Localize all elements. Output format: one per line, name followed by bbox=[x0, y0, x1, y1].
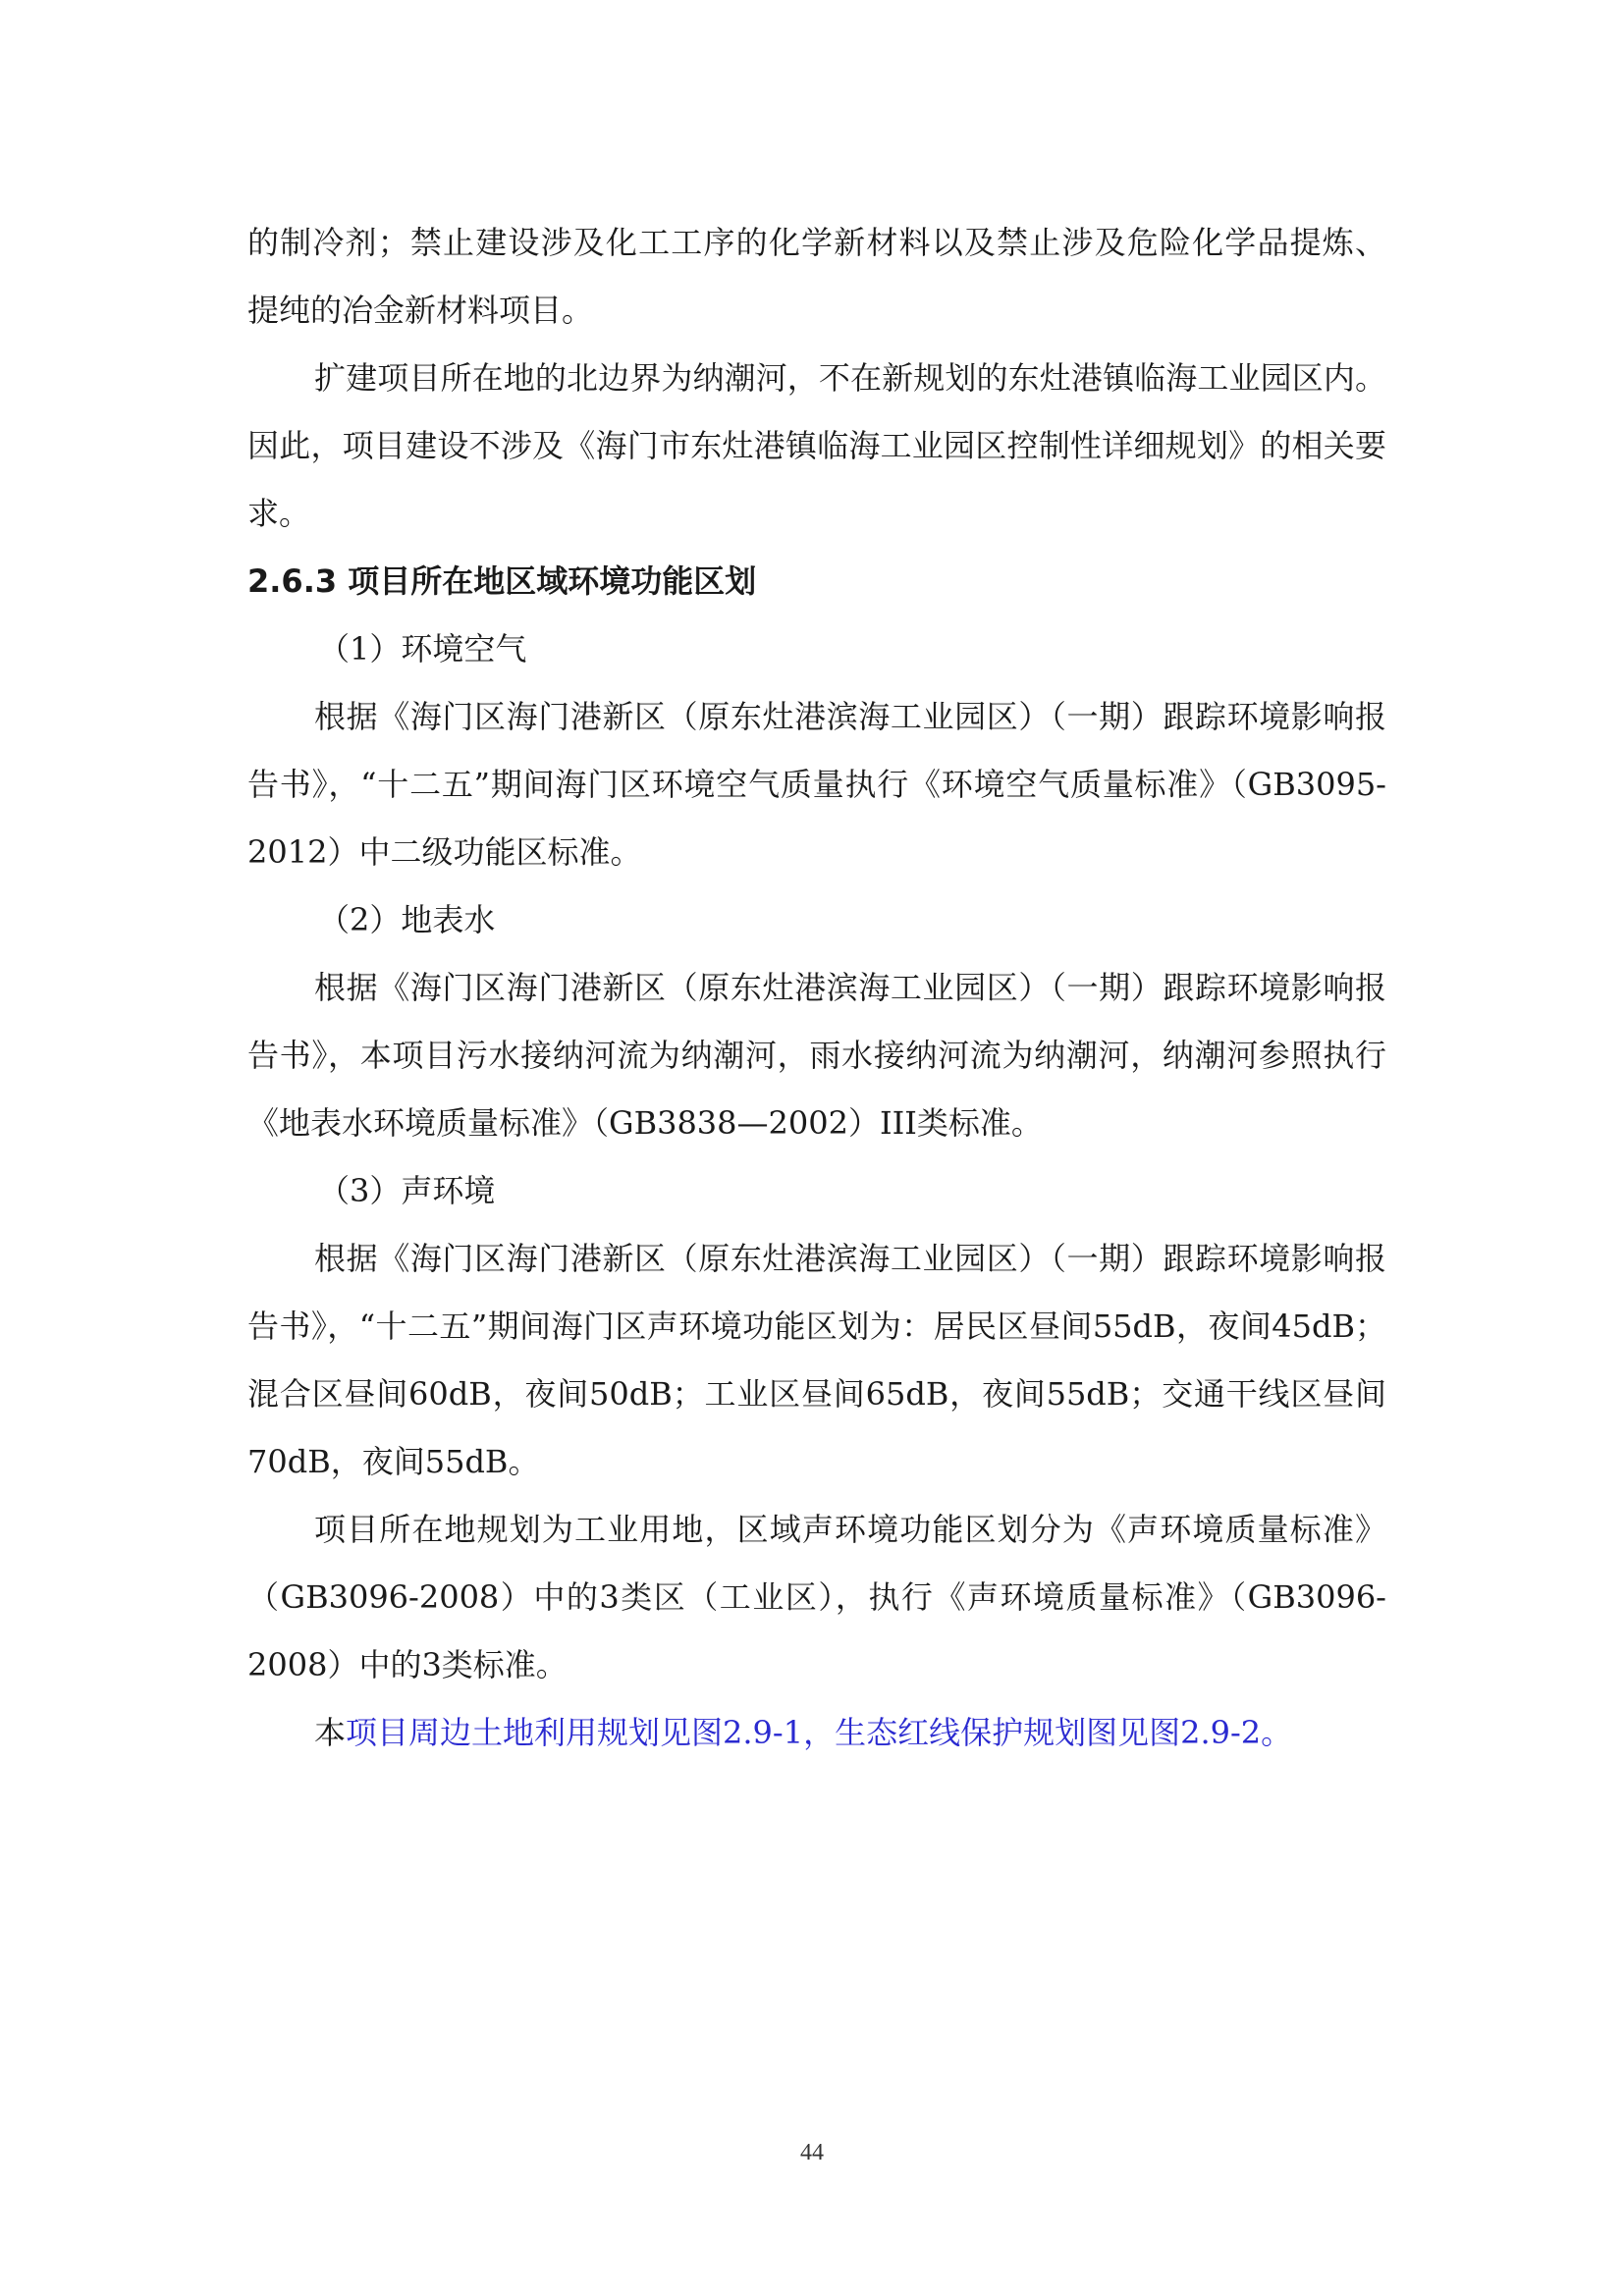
subheading-surface-water: （2）地表水 bbox=[318, 901, 496, 938]
figure-reference-prefix: 本 bbox=[314, 1714, 347, 1751]
section-heading: 2.6.3 项目所在地区域环境功能区划 bbox=[247, 562, 757, 600]
p1-line2: 提纯的冶金新材料项目。 bbox=[247, 292, 594, 329]
paragraph-noise: 根据《海门区海门港新区（原东灶港滨海工业园区）（一期）跟踪环境影响报告书》，“十二五”期间海门区声环境功能区划为：居民区昼间55dB，夜间45dB；混合区昼间60dB，夜间50dB；工业区昼间65dB，夜间55dB；交通干线区昼间70dB，夜间55dB。 bbox=[247, 1240, 1386, 1480]
paragraph-boundary: 扩建项目所在地的北边界为纳潮河，不在新规划的东灶港镇临海工业园区内。因此，项目建设不涉及《海门市东灶港镇临海工业园区控制性详细规划》的相关要求。 bbox=[247, 359, 1386, 532]
paragraph-surface-water: 根据《海门区海门港新区（原东灶港滨海工业园区）（一期）跟踪环境影响报告书》，本项目污水接纳河流为纳潮河，雨水接纳河流为纳潮河，纳潮河参照执行《地表水环境质量标准》（GB3838—2002）III类标准。 bbox=[247, 969, 1386, 1142]
paragraph-figure-reference bbox=[247, 1699, 1386, 1767]
subheading-noise: （3）声环境 bbox=[318, 1172, 496, 1209]
page-number: 44 bbox=[800, 2140, 824, 2165]
figure-reference-link[interactable]: 项目周边土地利用规划见图2.9-1，生态红线保护规划图见图2.9-2。 bbox=[346, 1714, 1293, 1751]
paragraph-noise-zoning: 项目所在地规划为工业用地，区域声环境功能区划分为《声环境质量标准》（GB3096-2008）中的3类区（工业区），执行《声环境质量标准》（GB3096-2008）中的3类标准。 bbox=[247, 1511, 1386, 1683]
subheading-air: （1）环境空气 bbox=[318, 630, 527, 667]
paragraph-air: 根据《海门区海门港新区（原东灶港滨海工业园区）（一期）跟踪环境影响报告书》，“十二五”期间海门区环境空气质量执行《环境空气质量标准》（GB3095-2012）中二级功能区标准。 bbox=[247, 698, 1386, 871]
paragraph-continuation bbox=[247, 209, 1386, 277]
page-content bbox=[247, 209, 1386, 1767]
paragraph-continuation-end bbox=[247, 277, 1386, 345]
p1-line1: 的制冷剂；禁止建设涉及化工工序的化学新材料以及禁止涉及危险化学品提炼、 bbox=[247, 224, 1386, 261]
